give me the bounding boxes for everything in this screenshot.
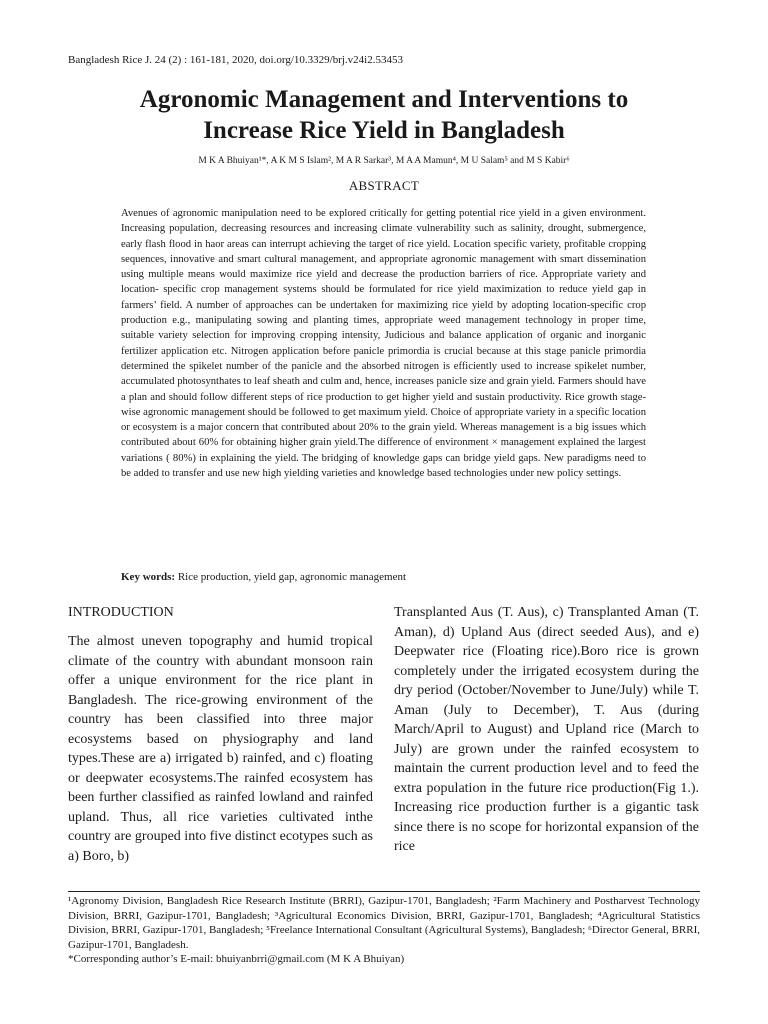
title-line-1: Agronomic Management and Interventions to xyxy=(139,86,629,113)
abstract-heading: ABSTRACT xyxy=(348,178,420,193)
title-line-2: Increase Rice Yield in Bangladesh xyxy=(203,117,565,144)
corresponding-author: *Corresponding author’s E-mail: bhuiyanbrri@gmail.com (M K A Bhuiyan) xyxy=(68,953,405,966)
introduction-left-text: The almost uneven topography and humid tropical climate of the country with abundant monsoon rain offer a unique environment for the rice plant in Bangladesh. The rice-growing environment of the country has been classified into three major ecosystems based on physiography and land types.These are a) irrigated b) rainfed, and c) floating or deepwater ecosystems.The rainfed ecosystem has been further classified as rainfed lowland and rainfed upland. Thus, all rice varieties cultivated inthe country are grouped into five distinct ecotypes such as a) Boro, b) xyxy=(68,634,373,864)
introduction-heading: INTRODUCTION xyxy=(68,605,174,620)
footnotes xyxy=(68,894,700,967)
journal-citation: Bangladesh Rice J. 24 (2) : 161-181, 2020, doi.org/10.3329/brj.v24i2.53453 xyxy=(68,54,403,66)
paper-title xyxy=(68,84,700,146)
keywords-label: Key words: xyxy=(121,571,176,583)
left-column xyxy=(68,604,373,866)
introduction-right-text: Transplanted Aus (T. Aus), c) Transplanted Aman (T. Aman), d) Upland Aus (direct seeded Aus), and e) Deepwater rice (Floating rice).Boro rice is grown completely under the irrigated ecosystem during the dry period (October/November to June/July) while T. Aman (July to December), T. Aus (during March/April to August) and Upland rice (March to July) are grown under the rainfed ecosystem to maintain the current production level and to feed the extra population in the future rice production(Fig 1.). Increasing rice production further is a gigantic task since there is no scope for horizontal expansion of the rice xyxy=(394,605,699,854)
author-list: M K A Bhuiyan¹*, A K M S Islam², M A R Sarkar³, M A A Mamun⁴, M U Salam⁵ and M S Kabir⁶ xyxy=(198,156,570,166)
footnote-divider xyxy=(68,891,700,892)
abstract-text: Avenues of agronomic manipulation need to be explored critically for getting potential rice yield in a given environment. Increasing population, decreasing resources and increasing climate vulnerability such as salinity, drought, submergence, early flash flood in haor areas can interrupt achieving the target of rice yield. Location specific variety, profitable cropping sequences, innovative and smart cultural management, and appropriate agronomic management with smart dissemination using multiple means would maximize rice yield and decrease the production barriers of rice. Appropriate variety and location- specific crop management systems should be formulated for rice yield maximization to reduce yield gap in farmers’ field. A number of approaches can be undertaken for maximizing rice yield by adopting location-specific crop production e.g., manipulating sowing and planting times, appropriate weed management technology in proper time, suitable variety selection for improving cropping intensity, Judicious and balance application of organic and inorganic fertilizer application etc. Nitrogen application before panicle primordia is crucial because at this stage panicle primordia determined the spikelet number of the panicle and the absorbed nitrogen is efficiently used to increase spikelet number, accumulated photosynthates to leaf sheath and culm and, hence, increases panicle size and grain yield. Farmers should have a plan and should follow different steps of rice production to get higher yield and sustain productivity. Rice growth stage- wise agronomic management should be followed to get maximum yield. Choice of appropriate variety in a specific location or ecosystem is a major concern that contributed about 20% to the grain yield. Whereas management is a big issues which contributed about 60% for obtaining higher grain yield.The difference of environment × management explained the largest variations ( 80%) in explaining the yield. The bridging of knowledge gaps can bridge yield gaps. New paradigms need to be added to transfer and use new high yielding varieties and knowledge based technologies under new policy settings. xyxy=(121,208,646,480)
affiliations: ¹Agronomy Division, Bangladesh Rice Research Institute (BRRI), Gazipur-1701, Bangladesh; ²Farm Machinery and Postharvest Technology Division, BRRI, Gazipur-1701, Bangladesh; ³Agricultural Economics Division, BRRI, Gazipur-1701, Bangladesh; ⁴Agricultural Statistics Division, BRRI, Gazipur-1701, Bangladesh; ⁵Freelance International Consultant (Agricultural Systems), Bangladesh; ⁶Director General, BRRI, Gazipur-1701, Bangladesh. xyxy=(68,895,700,951)
keywords-list: Rice production, yield gap, agronomic management xyxy=(175,571,407,583)
keywords xyxy=(121,570,646,585)
right-column xyxy=(394,603,699,857)
